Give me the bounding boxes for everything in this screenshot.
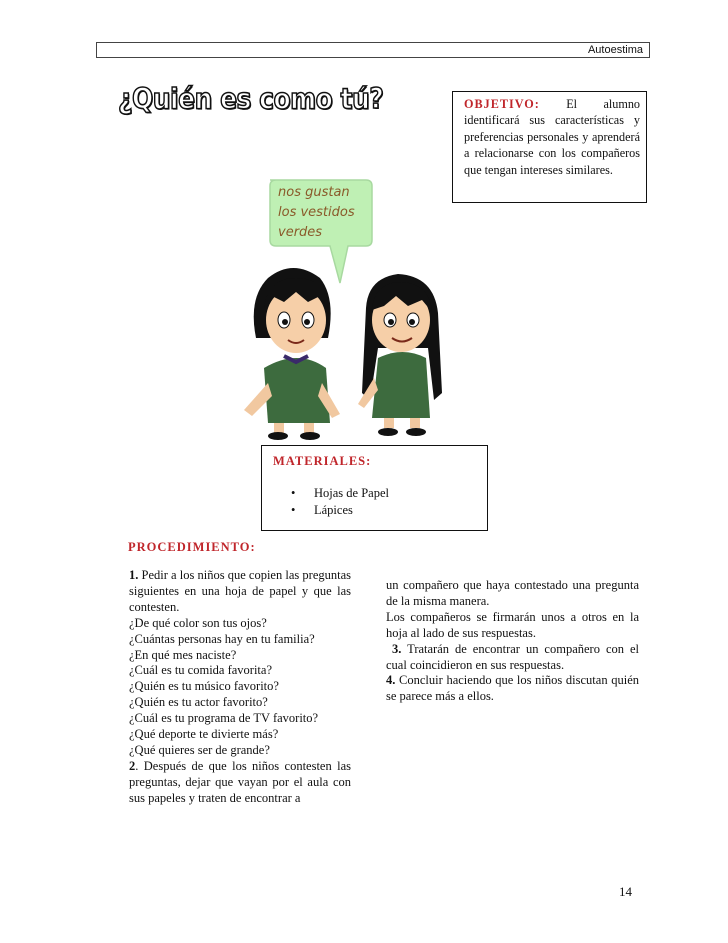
materiales-title: MATERIALES: [273, 454, 372, 468]
objetivo-box [452, 91, 647, 203]
question-item: ¿Quién es tu músico favorito? [129, 679, 279, 694]
question-item: ¿Cuál es tu comida favorita? [129, 663, 272, 678]
question-item: ¿En qué mes naciste? [129, 647, 237, 662]
step-4-number: 4. [386, 673, 396, 688]
question-item: ¿Qué deporte te divierte más? [129, 727, 279, 742]
bubble-line-2: los vestidos [278, 205, 355, 220]
question-item: ¿Cuál es tu programa de TV favorito? [129, 711, 319, 726]
materiales-item: • Lápices [273, 502, 487, 519]
step-2-continuation: un compañero que haya contestado una pregunta de la misma manera. [386, 578, 639, 608]
right-girl [358, 274, 442, 436]
step-1-text: Pedir a los niños que copien las preguntas siguientes en una hoja de papel y que las contesten. [129, 568, 352, 614]
question-item: ¿De qué color son tus ojos? [129, 615, 267, 630]
step-3-number: 3. [391, 641, 402, 656]
question-item: ¿Qué quieres ser de grande? [129, 742, 270, 757]
step-2 [129, 759, 351, 807]
step-2-continuation-2: Los compañeros se firmarán unos a otros en la hoja al lado de sus respuestas. [386, 609, 639, 640]
step-2-number: 2 [129, 758, 136, 773]
header-section-label: Autoestima [587, 44, 643, 56]
materiales-item: • Hojas de Papel [273, 485, 487, 502]
step-1 [129, 568, 351, 616]
procedimiento-right-column [386, 578, 639, 705]
step-1-number: 1. [129, 568, 139, 582]
step-4 [386, 673, 639, 705]
objetivo-label: OBJETIVO: [464, 97, 540, 111]
bubble-line-1: nos gustan [278, 185, 350, 200]
step-3 [386, 642, 639, 674]
page-title: ¿Quién es como tú? [118, 82, 384, 116]
question-item: ¿Quién es tu actor favorito? [129, 695, 268, 710]
page-number: 14 [619, 884, 632, 899]
bubble-line-3: verdes [278, 225, 323, 240]
procedimiento-title: PROCEDIMIENTO: [128, 540, 256, 554]
header-bar [96, 42, 650, 58]
procedimiento-left-column [129, 568, 351, 807]
objetivo-text: El alumno identificará sus características y preferencias personales y aprenderá a relacionarse con los compañeros que tengan intereses similares. [464, 97, 641, 177]
materiales-list [273, 485, 487, 519]
step-4-text: Concluir haciendo que los niños discutan quién se parece más a ellos. [386, 673, 640, 704]
question-item: ¿Cuántas personas hay en tu familia? [129, 631, 315, 646]
step-3-text: Tratarán de encontrar un compañero con el cual coincidieron en sus respuestas. [386, 641, 639, 672]
left-girl [244, 268, 340, 440]
two-girls-green-dresses-illustration [238, 178, 452, 440]
step-2-text: . Después de que los niños contesten las preguntas, dejar que vayan por el aula con sus papeles y traten de encontrar a [129, 758, 351, 805]
materiales-box [261, 445, 488, 531]
